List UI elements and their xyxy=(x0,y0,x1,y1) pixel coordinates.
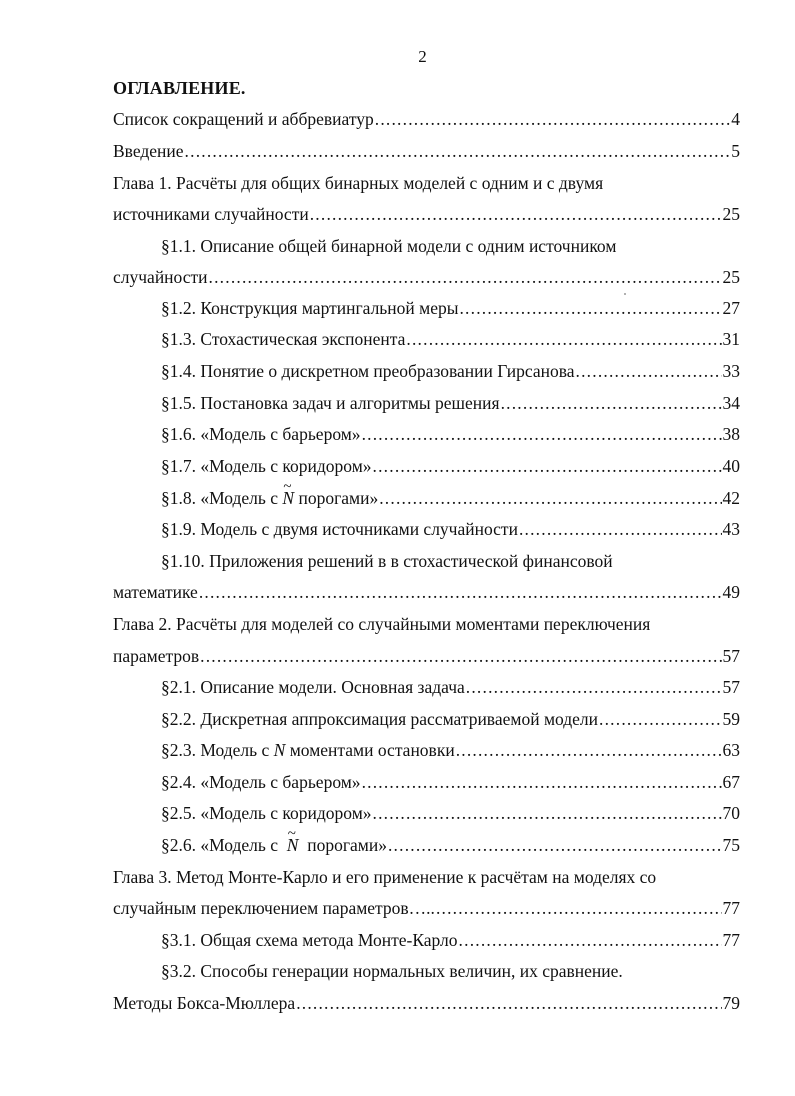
toc-entry-1-10: §1.10. Приложения решений в в стохастической финансовой xyxy=(161,551,613,571)
toc-entry-2-4 xyxy=(161,771,740,793)
leader-dots xyxy=(362,423,722,445)
toc-entry-page: 63 xyxy=(722,740,740,760)
toc-entry-page: 57 xyxy=(722,646,740,666)
toc-entry-page: 25 xyxy=(722,267,740,287)
toc-entry-text-before: §1.8. «Модель с xyxy=(161,488,279,508)
n-tilde-symbol: ~ N xyxy=(287,834,299,856)
toc-entry-1-1: §1.1. Описание общей бинарной модели с одним источником xyxy=(161,236,617,256)
toc-entry-text-before: §2.6. «Модель с xyxy=(161,835,279,855)
toc-entry-text: §2.5. «Модель с коридором» xyxy=(161,803,372,823)
leader-dots xyxy=(199,581,722,603)
toc-entry-text: Методы Бокса-Мюллера xyxy=(113,993,296,1013)
toc-entry-text: случайности xyxy=(113,267,208,287)
leader-dots xyxy=(406,328,721,350)
toc-entry-text-after: моментами остановки xyxy=(289,740,455,760)
toc-entry-text xyxy=(161,739,455,761)
leader-dots xyxy=(576,360,722,382)
toc-entry-chapter-1-cont xyxy=(113,203,740,225)
toc-title: ОГЛАВЛЕНИЕ. xyxy=(113,78,246,98)
toc-entry-page: 75 xyxy=(722,835,740,855)
toc-entry-1-7 xyxy=(161,455,740,477)
toc-entry-text: §2.4. «Модель с барьером» xyxy=(161,772,361,792)
leader-dots xyxy=(296,992,721,1014)
toc-entry-1-2 xyxy=(161,297,740,319)
toc-entry-page: 34 xyxy=(722,393,740,413)
toc-entry-1-5 xyxy=(161,392,740,414)
toc-entry-text: источниками случайности xyxy=(113,204,309,224)
toc-entry-page: 77 xyxy=(722,898,740,918)
toc-entry-1-9 xyxy=(161,518,740,540)
toc-entry-text: §2.1. Описание модели. Основная задача xyxy=(161,677,465,697)
toc-entry-text xyxy=(161,487,378,509)
toc-entry-text: §3.1. Общая схема метода Монте-Карло xyxy=(161,930,458,950)
toc-entry-2-1 xyxy=(161,676,740,698)
toc-entry-page: 49 xyxy=(722,582,740,602)
toc-entry-text: §1.6. «Модель с барьером» xyxy=(161,424,361,444)
toc-entry-page: 38 xyxy=(722,424,740,444)
toc-entry-text: §1.9. Модель с двумя источниками случайности xyxy=(161,519,518,539)
toc-entry-page: 27 xyxy=(722,298,740,318)
toc-entry-1-3 xyxy=(161,328,740,350)
leader-dots xyxy=(599,708,721,730)
leader-dots xyxy=(456,739,722,761)
leader-dots xyxy=(209,266,722,288)
toc-entry-1-8 xyxy=(161,487,740,509)
toc-entry-page: 43 xyxy=(722,519,740,539)
toc-entry-text: §1.4. Понятие о дискретном преобразовании Гирсанова xyxy=(161,361,575,381)
toc-entry-text: §1.2. Конструкция мартингальной меры xyxy=(161,298,459,318)
toc-entry-text: Список сокращений и аббревиатур xyxy=(113,109,374,129)
leader-dots xyxy=(466,676,722,698)
leader-dots xyxy=(200,645,721,667)
toc-entry-text-after: порогами» xyxy=(298,488,379,508)
toc-entry-text: §1.7. «Модель с коридором» xyxy=(161,456,372,476)
leader-dots xyxy=(459,297,721,319)
leader-dots xyxy=(379,487,721,509)
toc-entry-3-1 xyxy=(161,929,740,951)
toc-entry-3-2-cont xyxy=(113,992,740,1014)
toc-entry-page: 40 xyxy=(722,456,740,476)
toc-entry-chapter-3-cont xyxy=(113,897,740,919)
toc-entry-1-4 xyxy=(161,360,740,382)
toc-entry-2-2 xyxy=(161,708,740,730)
toc-entry-page: 25 xyxy=(722,204,740,224)
toc-entry-page: 33 xyxy=(722,361,740,381)
leader-dots xyxy=(373,455,722,477)
toc-entry-1-1-cont xyxy=(113,266,740,288)
toc-entry-chapter-2: Глава 2. Расчёты для моделей со случайными моментами переключения xyxy=(113,614,651,634)
toc-entry-text xyxy=(161,834,387,856)
toc-entry-page: 4 xyxy=(731,109,740,129)
scan-speck xyxy=(624,293,626,295)
toc-entry-text: §1.5. Постановка задач и алгоритмы решения xyxy=(161,393,500,413)
leader-dots xyxy=(436,897,722,919)
leader-dots xyxy=(362,771,722,793)
toc-entry-page: 57 xyxy=(722,677,740,697)
page-number: 2 xyxy=(418,47,427,66)
toc-entry-page: 67 xyxy=(722,772,740,792)
toc-entry-2-5 xyxy=(161,802,740,824)
toc-entry-text: §2.2. Дискретная аппроксимация рассматриваемой модели xyxy=(161,709,599,729)
toc-entry-chapter-1: Глава 1. Расчёты для общих бинарных моделей с одним и с двумя xyxy=(113,173,604,193)
n-tilde-symbol: ~ N xyxy=(282,487,294,509)
toc-entry-chapter-3: Глава 3. Метод Монте-Карло и его применение к расчётам на моделях со xyxy=(113,867,657,887)
toc-entry-3-2: §3.2. Способы генерации нормальных величин, их сравнение. xyxy=(161,961,623,981)
leader-dots xyxy=(310,203,722,225)
toc-entry-chapter-2-cont xyxy=(113,645,740,667)
toc-entry-2-3 xyxy=(161,739,740,761)
toc-entry-page: 77 xyxy=(722,930,740,950)
n-symbol: N xyxy=(273,740,286,760)
toc-entry-1-6 xyxy=(161,423,740,445)
leader-dots xyxy=(373,802,722,824)
toc-entry-page: 5 xyxy=(731,141,740,161)
toc-entry-page: 79 xyxy=(722,993,740,1013)
toc-entry-text: §1.3. Стохастическая экспонента xyxy=(161,329,406,349)
toc-entry-text: Введение xyxy=(113,141,184,161)
leader-dots xyxy=(519,518,722,540)
leader-dots xyxy=(375,108,731,130)
leader-dots xyxy=(459,929,722,951)
toc-entry-text: случайным переключением параметров….. xyxy=(113,898,435,918)
toc-entry-abbreviations xyxy=(113,108,740,130)
toc-entry-text: математике xyxy=(113,582,198,602)
toc-entry-text-after: порогами» xyxy=(307,835,387,855)
toc-entry-page: 31 xyxy=(722,329,740,349)
toc-entry-text: параметров xyxy=(113,646,200,666)
toc-entry-page: 59 xyxy=(722,709,740,729)
toc-entry-introduction xyxy=(113,140,740,162)
toc-entry-1-10-cont xyxy=(113,581,740,603)
leader-dots xyxy=(388,834,722,856)
toc-entry-text-before: §2.3. Модель с xyxy=(161,740,270,760)
leader-dots xyxy=(185,140,731,162)
toc-entry-page: 42 xyxy=(722,488,740,508)
toc-entry-page: 70 xyxy=(722,803,740,823)
toc-entry-2-6 xyxy=(161,834,740,856)
leader-dots xyxy=(501,392,722,414)
